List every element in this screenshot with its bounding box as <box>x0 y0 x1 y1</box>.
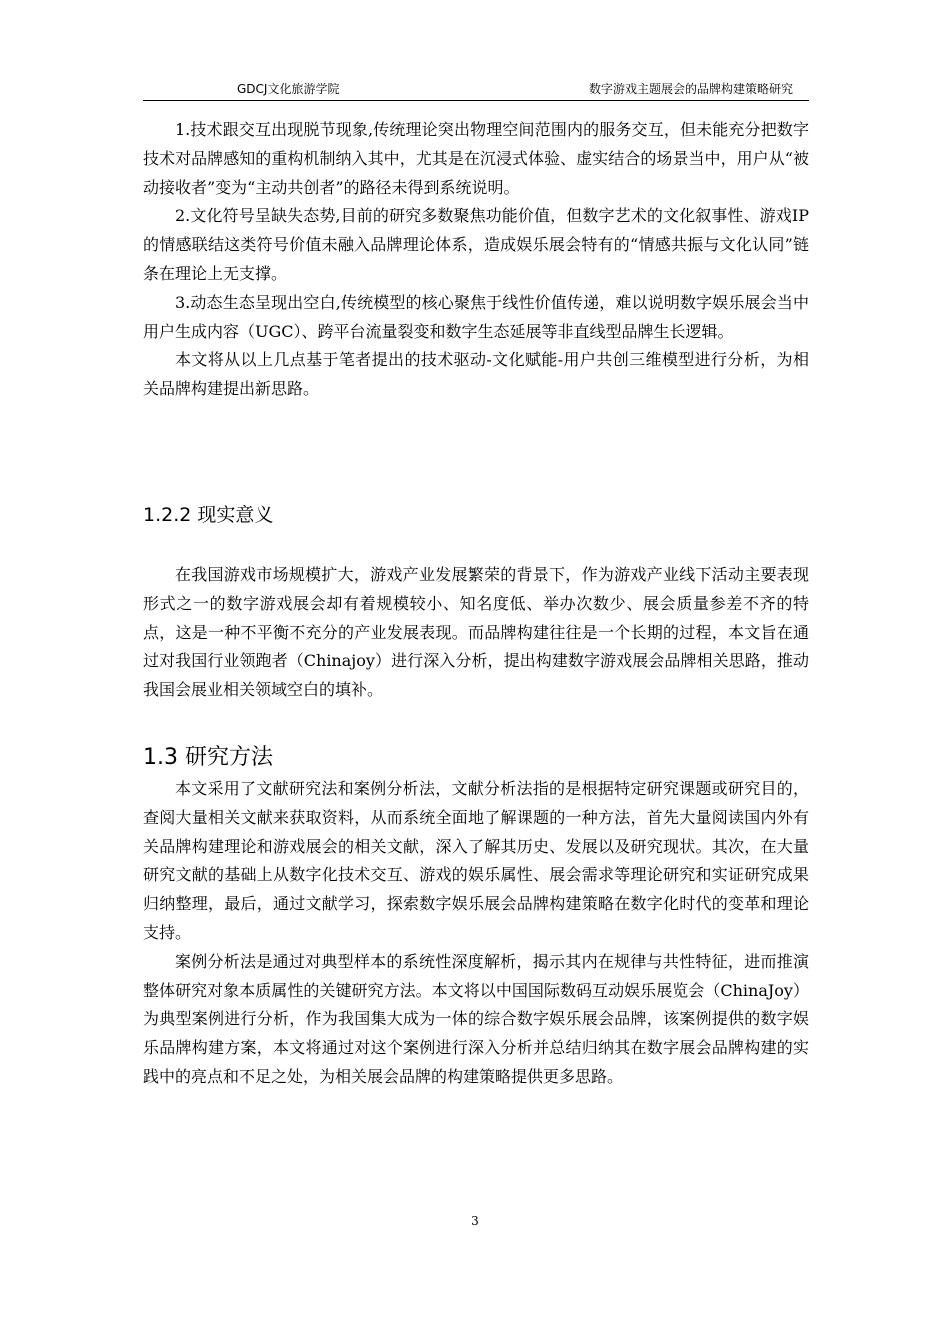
paragraph: 3.动态生态呈现出空白,传统模型的核心聚焦于线性价值传递，难以说明数字娱乐展会当中用户生成内容（UGC）、跨平台流量裂变和数字生态延展等非直线型品牌生长逻辑。 <box>143 292 809 341</box>
paragraph: 在我国游戏市场规模扩大，游戏产业发展繁荣的背景下，作为游戏产业线下活动主要表现形式之一的数字游戏展会却有着规模较小、知名度低、举办次数少、展会质量参差不齐的特点，这是一种不平衡不充分的产业发展表现。而品牌构建往往是一个长期的过程，本文旨在通过对我国行业领跑者（Chinajoy）进行深入分析，提出构建数字游戏展会品牌相关思路，推动我国会展业相关领域空白的填补。 <box>143 565 809 700</box>
section-1-2-2-body <box>143 561 809 705</box>
paragraph: 1.技术跟交互出现脱节现象,传统理论突出物理空间范围内的服务交互，但未能充分把数字技术对品牌感知的重构机制纳入其中，尤其是在沉浸式体验、虚实结合的场景当中，用户从“被动接收者”变为“主动共创者”的路径未得到系统说明。 <box>143 120 809 197</box>
header-title: 数字游戏主题展会的品牌构建策略研究 <box>588 82 793 96</box>
header-institution: GDCJ文化旅游学院 <box>237 82 340 96</box>
section-heading-1-2-2: 1.2.2 现实意义 <box>143 504 274 526</box>
section-1-3-body <box>143 775 809 1092</box>
paragraph: 本文将从以上几点基于笔者提出的技术驱动-文化赋能-用户共创三维模型进行分析，为相关品牌构建提出新思路。 <box>143 350 809 399</box>
section-heading-1-3: 1.3 研究方法 <box>143 745 273 770</box>
paragraph: 2.文化符号呈缺失态势,目前的研究多数聚焦功能价值，但数字艺术的文化叙事性、游戏IP的情感联结这类符号价值未融入品牌理论体系，造成娱乐展会特有的“情感共振与文化认同”链条在理论上无支撑。 <box>143 206 809 283</box>
intro-paragraphs <box>143 116 809 404</box>
paragraph: 案例分析法是通过对典型样本的系统性深度解析，揭示其内在规律与共性特征，进而推演整体研究对象本质属性的关键研究方法。本文将以中国国际数码互动娱乐展览会（ChinaJoy）为典型案例进行分析，作为我国集大成为一体的综合数字娱乐展会品牌，该案例提供的数字娱乐品牌构建方案，本文将通过对这个案例进行深入分析并总结归纳其在数字展会品牌构建的实践中的亮点和不足之处，为相关展会品牌的构建策略提供更多思路。 <box>143 951 809 1086</box>
paragraph: 本文采用了文献研究法和案例分析法，文献分析法指的是根据特定研究课题或研究目的，查阅大量相关文献来获取资料，从而系统全面地了解课题的一种方法，首先大量阅读国内外有关品牌构建理论和游戏展会的相关文献，深入了解其历史、发展以及研究现状。其次，在大量研究文献的基础上从数字化技术交互、游戏的娱乐属性、展会需求等理论研究和实证研究成果归纳整理，最后，通过文献学习，探索数字娱乐展会品牌构建策略在数字化时代的变革和理论支持。 <box>143 779 809 942</box>
page-header <box>143 76 809 101</box>
page-number: 3 <box>471 1214 479 1228</box>
